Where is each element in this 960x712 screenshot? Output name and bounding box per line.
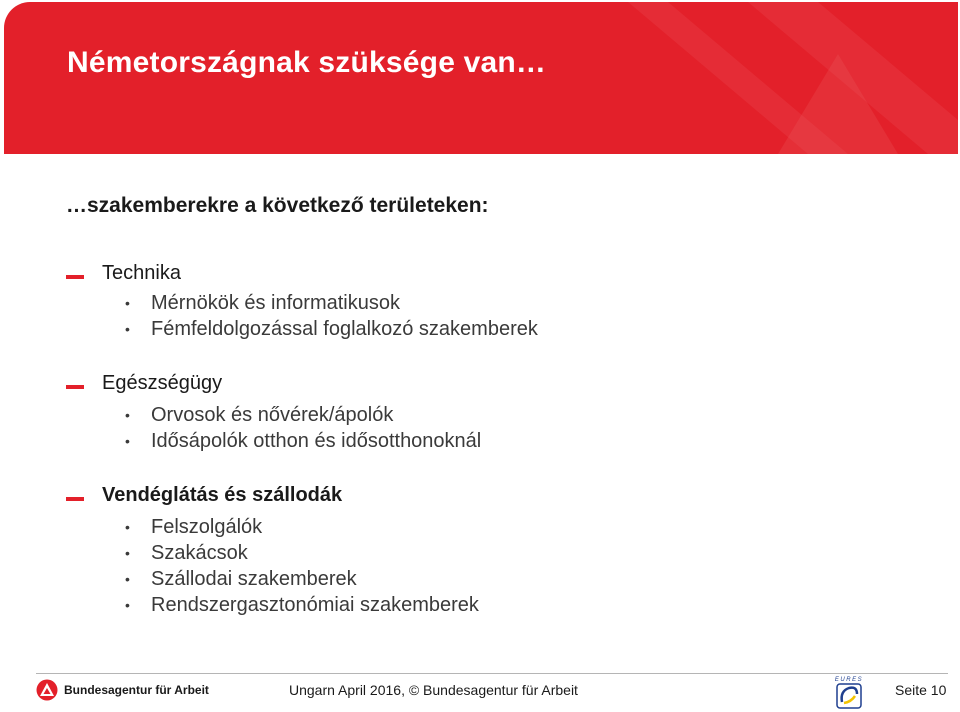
eures-logo: [833, 674, 865, 710]
ba-logo-text: Bundesagentur für Arbeit: [64, 683, 209, 697]
section-marker: [66, 385, 84, 389]
footer-divider: [36, 673, 948, 674]
bullet-icon: •: [125, 597, 130, 613]
ba-logo-icon: [36, 679, 58, 701]
bullet-icon: •: [125, 433, 130, 449]
list-item: • Orvosok és nővérek/ápolók: [125, 404, 394, 426]
banner-decoration: [628, 2, 958, 154]
bullet-icon: •: [125, 571, 130, 587]
section-title: Vendéglátás és szállodák: [102, 484, 343, 506]
list-item: • Szállodai szakemberek: [125, 568, 357, 590]
ba-logo: [36, 679, 209, 701]
list-item: • Mérnökök és informatikusok: [125, 292, 400, 314]
section-vendeglatas: [62, 484, 479, 618]
section-egeszsegugy: [62, 372, 481, 454]
section-items: [62, 290, 538, 342]
slide-subtitle: …szakemberekre a következő területeken:: [66, 194, 489, 217]
slide-title: Németországnak szüksége van…: [67, 46, 547, 79]
section-title: Technika: [102, 262, 181, 284]
list-item: • Fémfeldolgozással foglalkozó szakemberek: [125, 318, 538, 340]
list-item: • Szakácsok: [125, 542, 248, 564]
bullet-icon: •: [125, 321, 130, 337]
list-item: • Felszolgálók: [125, 516, 263, 538]
bullet-icon: •: [125, 295, 130, 311]
bullet-icon: •: [125, 545, 130, 561]
section-marker: [66, 497, 84, 501]
section-items: [62, 402, 481, 454]
section-title: Egészségügy: [102, 372, 223, 394]
section-items: [62, 514, 479, 618]
title-banner: [4, 2, 958, 154]
list-item: • Idősápolók otthon és idősotthonoknál: [125, 430, 482, 452]
page-number: Seite 10: [895, 682, 947, 698]
footer-text: Ungarn April 2016, © Bundesagentur für Arbeit: [289, 682, 578, 698]
bullet-icon: •: [125, 407, 130, 423]
section-technika: [62, 262, 538, 342]
list-item: • Rendszergasztonómiai szakemberek: [125, 594, 479, 616]
section-marker: [66, 275, 84, 279]
bullet-icon: •: [125, 519, 130, 535]
eures-label: EURES: [834, 677, 864, 683]
